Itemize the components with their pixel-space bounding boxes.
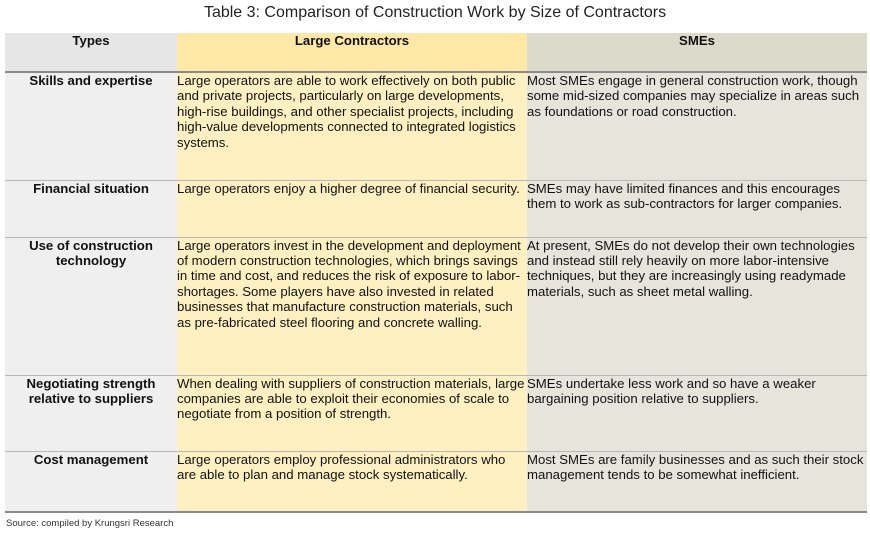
row-type: Negotiating strength relative to suppliers — [5, 375, 177, 451]
large-contractors-cell: Large operators invest in the development and deployment of modern construction technologies, which brings savings in time and cost, and reduces the risk of exposure to labor-shortages. Some players have also invested in related businesses that manufacture construction materials, such as pre-fabricated steel flooring and concrete walling. — [177, 237, 527, 375]
large-contractors-cell: Large operators employ professional administrators who are able to plan and manage stock systematically. — [177, 451, 527, 512]
sme-cell: Most SMEs engage in general construction work, though some mid-sized companies may specialize in areas such as foundations or road construction. — [527, 72, 867, 180]
table-row — [5, 180, 867, 237]
table-row — [5, 72, 867, 180]
sme-cell: At present, SMEs do not develop their own technologies and instead still rely heavily on more labor-intensive techniques, but they are increasingly using readymade materials, such as sheet metal walling. — [527, 237, 867, 375]
table-title: Table 3: Comparison of Construction Work by Size of Contractors — [203, 4, 667, 21]
table-row — [5, 237, 867, 375]
header-types: Types — [5, 33, 177, 72]
header-row — [5, 33, 867, 72]
large-contractors-cell: Large operators enjoy a higher degree of financial security. — [177, 180, 527, 237]
source-note: Source: compiled by Krungsri Research — [6, 518, 174, 529]
table-row — [5, 451, 867, 512]
header-large-contractors: Large Contractors — [177, 33, 527, 72]
row-type: Use of construction technology — [5, 237, 177, 375]
header-smes: SMEs — [527, 33, 867, 72]
sme-cell: SMEs may have limited finances and this encourages them to work as sub-contractors for larger companies. — [527, 180, 867, 237]
large-contractors-cell: When dealing with suppliers of construction materials, large companies are able to exploit their economies of scale to negotiate from a position of strength. — [177, 375, 527, 451]
row-type: Skills and expertise — [5, 72, 177, 180]
table-row — [5, 375, 867, 451]
row-type: Cost management — [5, 451, 177, 512]
large-contractors-cell: Large operators are able to work effectively on both public and private projects, particularly on large developments, high-rise buildings, and other specialist projects, including high-value developments connected to integrated logistics systems. — [177, 72, 527, 180]
comparison-table — [5, 33, 867, 513]
sme-cell: SMEs undertake less work and so have a weaker bargaining position relative to suppliers. — [527, 375, 867, 451]
sme-cell: Most SMEs are family businesses and as such their stock management tends to be somewhat inefficient. — [527, 451, 867, 512]
row-type: Financial situation — [5, 180, 177, 237]
